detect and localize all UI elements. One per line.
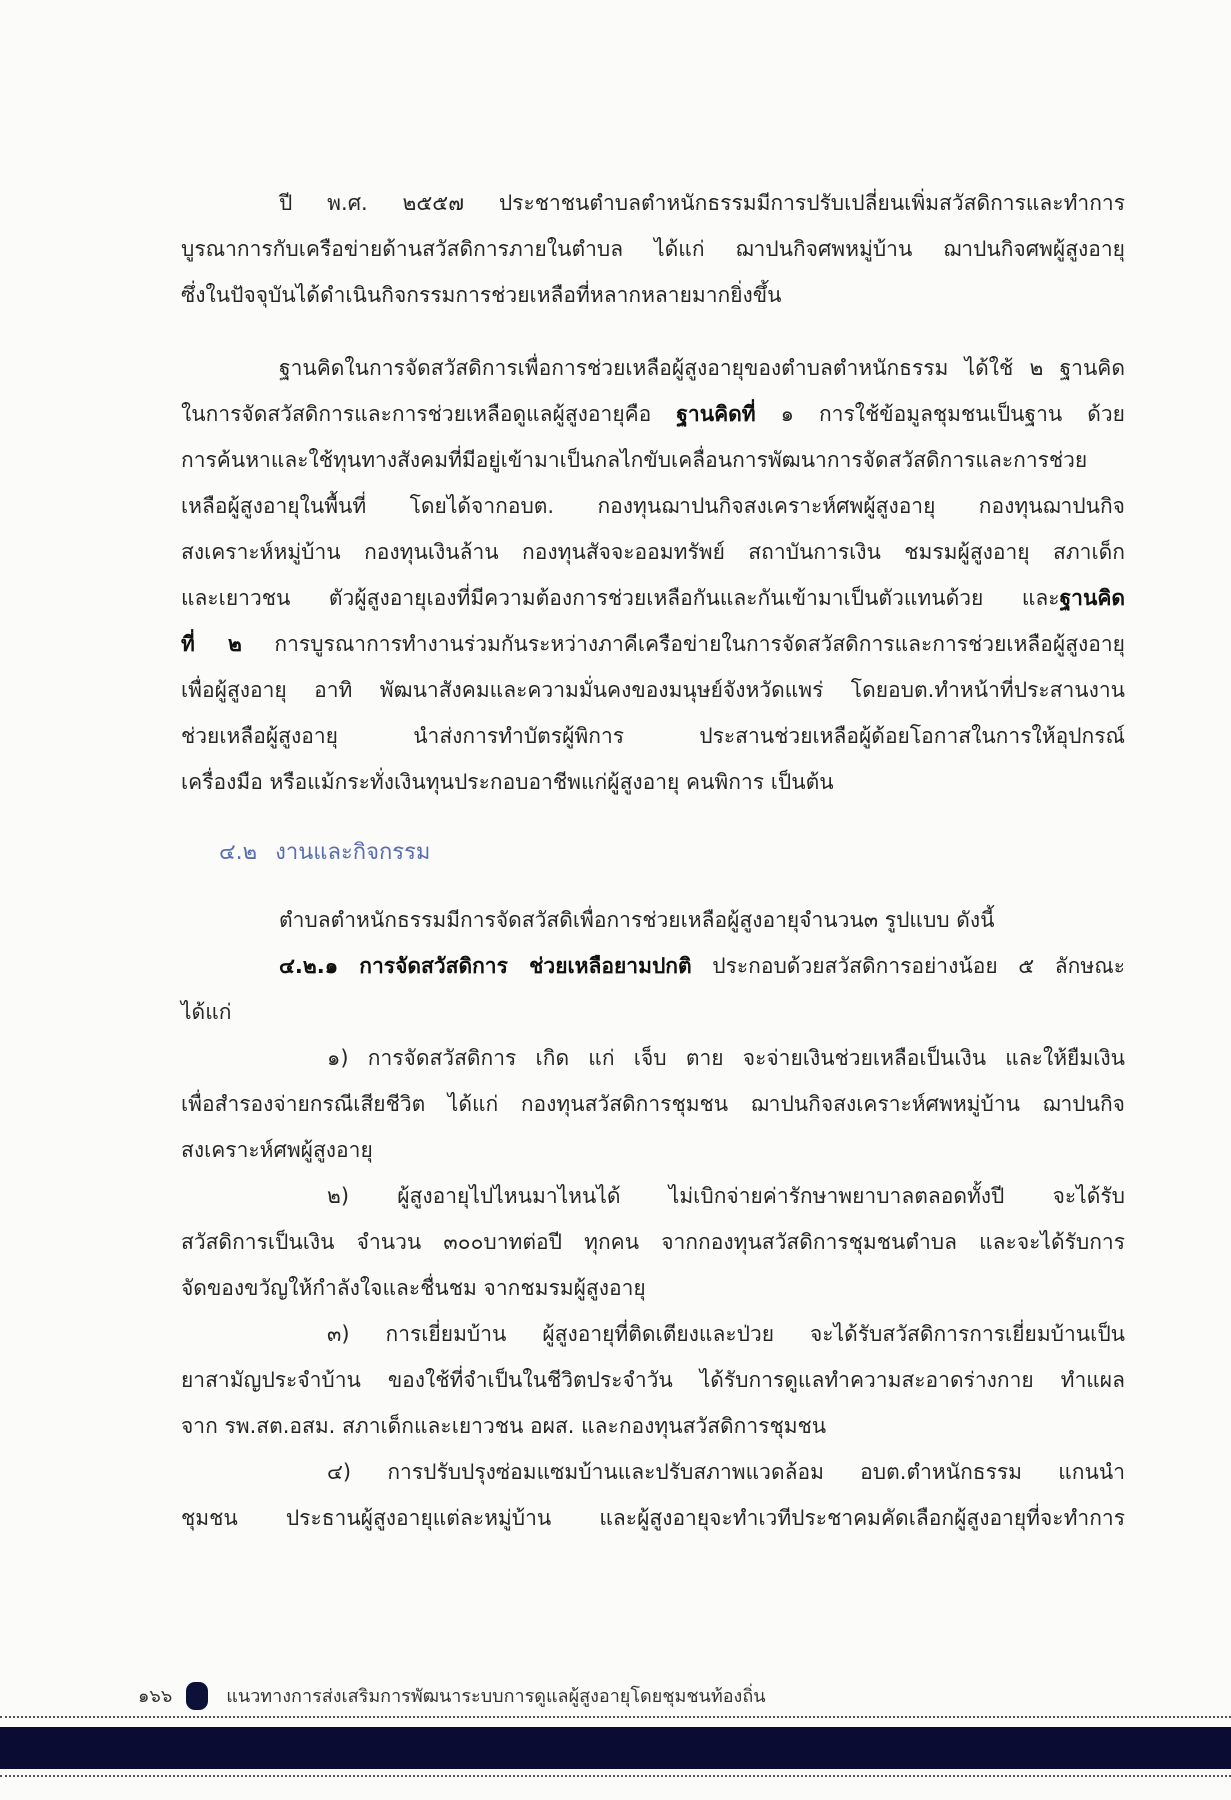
text-run: เพื่อสำรองจ่ายกรณีเสียชีวิต ได้แก่ กองทุนสวัสดิการชุมชน ฌาปนกิจสงเคราะห์ศพหมู่บ้าน ฌาปนกิจ <box>181 1092 1125 1116</box>
text-line <box>181 1357 1125 1403</box>
footer-dotted-rule-bottom <box>0 1775 1231 1777</box>
text-run: ได้แก่ <box>181 1000 232 1024</box>
text-run: การบูรณาการทำงานร่วมกันระหว่างภาคีเครือข่ายในการจัดสวัสดิการและการช่วยเหลือผู้สูงอายุ <box>241 632 1125 656</box>
page-footer <box>138 1681 766 1710</box>
text-run: จัดของขวัญให้กำลังใจและชื่นชม จากชมรมผู้สูงอายุ <box>181 1276 646 1300</box>
text-run: ๓) การเยี่ยมบ้าน ผู้สูงอายุที่ติดเตียงและป่วย จะได้รับสวัสดิการการเยี่ยมบ้านเป็น <box>327 1322 1125 1346</box>
text-run: เครื่องมือ หรือแม้กระทั่งเงินทุนประกอบอาชีพแก่ผู้สูงอายุ คนพิการ เป็นต้น <box>181 770 834 794</box>
text-run: ชุมชน ประธานผู้สูงอายุแต่ละหมู่บ้าน และผู้สูงอายุจะทำเวทีประชาคมคัดเลือกผู้สูงอายุที่จะทำการ <box>181 1506 1125 1530</box>
footer-dotted-rule-top <box>0 1716 1231 1718</box>
text-line <box>181 529 1125 575</box>
text-line <box>181 1219 1125 1265</box>
text-run: การค้นหาและใช้ทุนทางสังคมที่มีอยู่เข้ามาเป็นกลไกขับเคลื่อนการพัฒนาการจัดสวัสดิการและการช่วย <box>181 448 1088 472</box>
text-run: และเยาวชน ตัวผู้สูงอายุเองที่มีความต้องการช่วยเหลือกันและกันเข้ามาเป็นตัวแทนด้วย และ <box>181 586 1060 610</box>
text-run: ๑) การจัดสวัสดิการ เกิด แก่ เจ็บ ตาย จะจ่ายเงินช่วยเหลือเป็นเงิน และให้ยืมเงิน <box>327 1046 1125 1070</box>
text-run: ช่วยเหลือผู้สูงอายุ นำส่งการทำบัตรผู้พิการ ประสานช่วยเหลือผู้ด้อยโอกาสในการให้อุปกรณ์ <box>181 724 1125 748</box>
text-line <box>181 713 1125 759</box>
text-run: เหลือผู้สูงอายุในพื้นที่ โดยได้จากอบต. กองทุนฌาปนกิจสงเคราะห์ศพผู้สูงอายุ กองทุนฌาปนกิจ <box>181 494 1125 518</box>
text-line <box>181 621 1125 667</box>
text-line <box>181 1127 1125 1173</box>
text-run: ๔) การปรับปรุงซ่อมแซมบ้านและปรับสภาพแวดล้อม อบต.ตำหนักธรรม แกนนำ <box>327 1460 1125 1484</box>
text-line <box>181 989 1125 1035</box>
text-line <box>181 483 1125 529</box>
bold-text: ๔.๒.๑ การจัดสวัสดิการ ช่วยเหลือยามปกติ <box>279 954 692 978</box>
text-run: ในการจัดสวัสดิการและการช่วยเหลือดูแลผู้สูงอายุคือ <box>181 402 677 426</box>
text-line <box>181 1495 1125 1541</box>
text-line <box>181 575 1125 621</box>
text-line <box>181 391 1125 437</box>
text-line <box>181 1081 1125 1127</box>
bold-text: ฐานคิด <box>1059 586 1125 610</box>
text-line <box>181 1173 1125 1219</box>
section-heading <box>181 830 1125 876</box>
text-run: ปี พ.ศ. ๒๕๕๗ ประชาชนตำบลตำหนักธรรมมีการปรับเปลี่ยนเพิ่มสวัสดิการและทำการ <box>279 191 1125 215</box>
text-run: ประกอบด้วยสวัสดิการอย่างน้อย ๕ ลักษณะ <box>691 954 1125 978</box>
paragraph <box>181 345 1125 805</box>
text-line <box>181 345 1125 391</box>
text-run: สวัสดิการเป็นเงิน จำนวน ๓๐๐บาทต่อปี ทุกคน จากกองทุนสวัสดิการชุมชนตำบล และจะได้รับการ <box>181 1230 1125 1254</box>
text-line <box>181 1265 1125 1311</box>
section-number: ๔.๒ <box>219 840 258 865</box>
text-run: ฐานคิดในการจัดสวัสดิการเพื่อการช่วยเหลือผู้สูงอายุของตำบลตำหนักธรรม ได้ใช้ ๒ ฐานคิด <box>279 356 1125 380</box>
section-title: งานและกิจกรรม <box>275 840 431 865</box>
text-run: บูรณาการกับเครือข่ายด้านสวัสดิการภายในตำบล ได้แก่ ฌาปนกิจศพหมู่บ้าน ฌาปนกิจศพผู้สูงอายุ <box>181 237 1125 261</box>
text-line <box>181 1035 1125 1081</box>
paragraph <box>181 897 1125 1541</box>
text-line <box>181 759 1125 805</box>
page-number: ๑๖๖ <box>138 1686 173 1707</box>
paragraph <box>181 180 1125 318</box>
text-run: ยาสามัญประจำบ้าน ของใช้ที่จำเป็นในชีวิตประจำวัน ได้รับการดูแลทำความสะอาดร่างกาย ทำแผล <box>181 1368 1125 1392</box>
text-line <box>181 437 1125 483</box>
body-paragraphs-activities <box>181 897 1125 1541</box>
text-run: สงเคราะห์ศพผู้สูงอายุ <box>181 1138 373 1162</box>
text-line <box>181 667 1125 713</box>
bold-text: ฐานคิดที่ <box>676 402 756 426</box>
text-run: ๒) ผู้สูงอายุไปไหนมาไหนได้ ไม่เบิกจ่ายค่ารักษาพยาบาลตลอดทั้งปี จะได้รับ <box>327 1184 1125 1208</box>
footer-band <box>0 1727 1231 1769</box>
text-line <box>181 1403 1125 1449</box>
text-run: ตำบลตำหนักธรรมมีการจัดสวัสดิเพื่อการช่วยเหลือผู้สูงอายุจำนวน๓ รูปแบบ ดังนี้ <box>279 908 995 932</box>
text-line <box>181 272 1125 318</box>
text-run: จาก รพ.สต.อสม. สภาเด็กและเยาวชน อผส. และกองทุนสวัสดิการชุมชน <box>181 1414 827 1438</box>
text-line <box>181 943 1125 989</box>
text-line <box>181 1449 1125 1495</box>
page-body <box>181 180 1125 1541</box>
bold-text: ที่ ๒ <box>181 632 242 656</box>
text-line <box>181 897 1125 943</box>
footer-tab-marker <box>186 1682 208 1710</box>
text-run: สงเคราะห์หมู่บ้าน กองทุนเงินล้าน กองทุนสัจจะออมทรัพย์ สถาบันการเงิน ชมรมผู้สูงอายุ สภาเด็ก <box>181 540 1125 564</box>
text-run: เพื่อผู้สูงอายุ อาทิ พัฒนาสังคมและความมั่นคงของมนุษย์จังหวัดแพร่ โดยอบต.ทำหน้าที่ประสานงาน <box>181 678 1125 702</box>
text-run: ๑ การใช้ข้อมูลชุมชนเป็นฐาน ด้วย <box>755 402 1125 426</box>
text-run: ซึ่งในปัจจุบันได้ดำเนินกิจกรรมการช่วยเหลือที่หลากหลายมากยิ่งขึ้น <box>181 283 782 307</box>
text-line <box>181 180 1125 226</box>
text-line <box>181 1311 1125 1357</box>
body-paragraphs-intro <box>181 180 1125 805</box>
book-title: แนวทางการส่งเสริมการพัฒนาระบบการดูแลผู้สูงอายุโดยชุมชนท้องถิ่น <box>226 1686 766 1707</box>
text-line <box>181 226 1125 272</box>
